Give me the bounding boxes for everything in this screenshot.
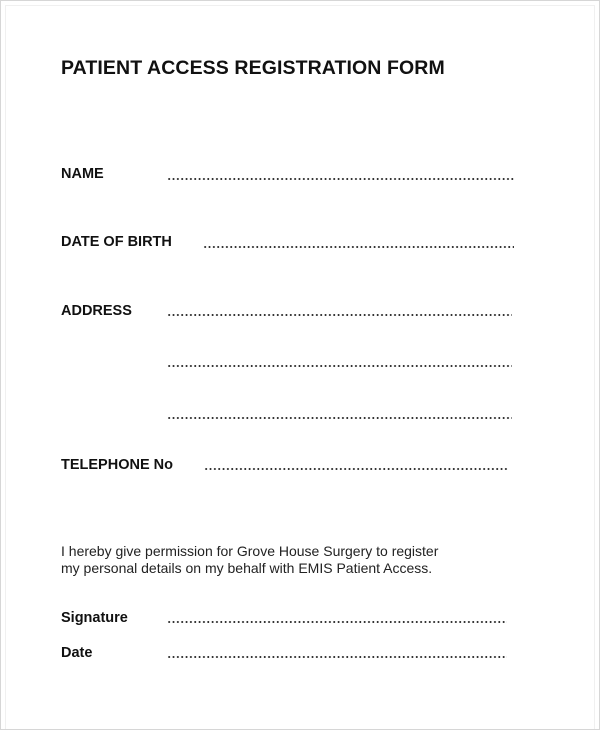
consent-statement bbox=[61, 543, 438, 576]
name-label: NAME bbox=[61, 166, 104, 182]
date-label: Date bbox=[61, 645, 93, 661]
name-field-line[interactable] bbox=[167, 178, 514, 180]
date-of-birth-field-line[interactable] bbox=[203, 246, 514, 248]
date-field-line[interactable] bbox=[167, 656, 507, 658]
date-of-birth-label: DATE OF BIRTH bbox=[61, 234, 172, 250]
consent-line-1: I hereby give permission for Grove House Surgery to register bbox=[61, 543, 439, 559]
address-line-3-field[interactable] bbox=[167, 417, 512, 419]
address-line-1-field[interactable] bbox=[167, 314, 512, 316]
signature-label: Signature bbox=[61, 610, 128, 626]
form-title: PATIENT ACCESS REGISTRATION FORM bbox=[61, 57, 445, 79]
telephone-label: TELEPHONE No bbox=[61, 457, 173, 473]
telephone-field-line[interactable] bbox=[204, 468, 508, 470]
signature-field-line[interactable] bbox=[167, 621, 507, 623]
address-label: ADDRESS bbox=[61, 303, 132, 319]
address-line-2-field[interactable] bbox=[167, 365, 512, 367]
consent-line-2: my personal details on my behalf with EMIS Patient Access. bbox=[61, 559, 433, 576]
